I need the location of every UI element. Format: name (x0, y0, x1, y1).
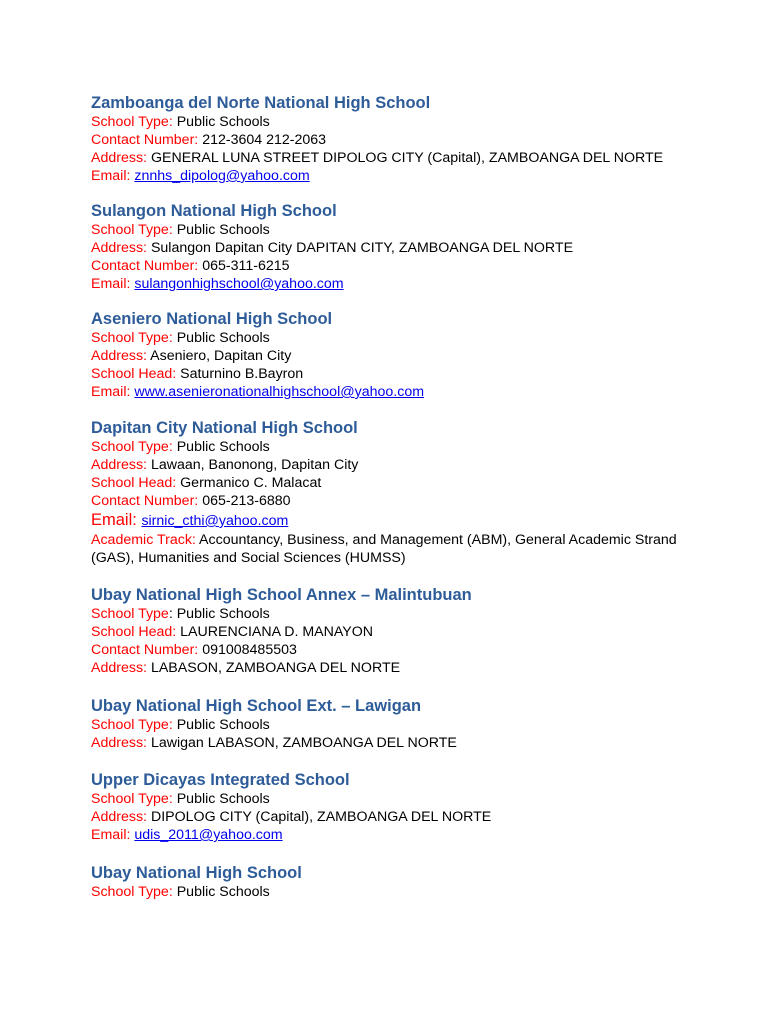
field-value: 212-3604 212-2063 (202, 132, 327, 148)
field-label: Contact Number: (91, 642, 199, 658)
school-entry (91, 201, 711, 293)
school-entry (91, 418, 711, 567)
email-link[interactable]: sirnic_cthi@yahoo.com (141, 513, 289, 529)
address-field (91, 456, 711, 474)
school-entry (91, 863, 711, 901)
field-label: Contact Number: (91, 132, 199, 148)
field-label: Email: (91, 384, 131, 400)
school-type-field (91, 329, 711, 347)
contact-number-field (91, 131, 711, 149)
field-value: Public Schools (176, 884, 270, 900)
field-label: School Type: (91, 717, 173, 733)
field-label: School Head: (91, 475, 177, 491)
email-link[interactable]: sulangonhighschool@yahoo.com (134, 276, 344, 292)
school-name: Aseniero National High School (91, 310, 333, 328)
field-label: Address: (91, 809, 147, 825)
field-value: : Public Schools (168, 606, 270, 622)
contact-number-field (91, 641, 711, 659)
school-head-field (91, 623, 711, 641)
field-label: School Type: (91, 222, 173, 238)
school-entry (91, 309, 711, 401)
school-name: Ubay National High School Annex – Malintubuan (91, 586, 472, 604)
field-value: Germanico C. Malacat (180, 475, 322, 491)
field-value: Public Schools (176, 222, 270, 238)
field-label: Contact Number: (91, 493, 199, 509)
field-label: Address: (91, 348, 147, 364)
address-field (91, 347, 711, 365)
field-value: Aseniero, Dapitan City (150, 348, 292, 364)
field-value: 065-311-6215 (202, 258, 290, 274)
field-value: Accountancy, Business, and Management (ABM), General Academic Strand (GAS), Humanities and Social Sciences (HUMSS) (91, 532, 677, 566)
school-type-field (91, 883, 711, 901)
field-label: Address: (91, 660, 147, 676)
field-label: School Type (91, 606, 169, 622)
address-field (91, 239, 711, 257)
school-type-field (91, 113, 711, 131)
address-field (91, 734, 711, 752)
email-field (91, 510, 711, 531)
email-field (91, 383, 711, 401)
email-field (91, 826, 711, 844)
school-name: Upper Dicayas Integrated School (91, 771, 350, 789)
school-head-field (91, 474, 711, 492)
address-field (91, 659, 711, 677)
field-label: Email: (91, 827, 131, 843)
field-value: 065-213-6880 (202, 493, 291, 509)
field-label: Address: (91, 240, 147, 256)
field-value: Public Schools (176, 439, 270, 455)
academic-track-field (91, 531, 711, 567)
field-value: Public Schools (176, 330, 270, 346)
school-type-field (91, 438, 711, 456)
field-label: Email: (91, 511, 137, 529)
field-label: Email: (91, 168, 131, 184)
field-value: Lawigan LABASON, ZAMBOANGA DEL NORTE (150, 735, 457, 751)
field-value: DIPOLOG CITY (Capital), ZAMBOANGA DEL NORTE (150, 809, 492, 825)
field-value: Saturnino B.Bayron (180, 366, 304, 382)
school-entry (91, 93, 711, 185)
field-label: School Type: (91, 114, 173, 130)
school-type-field (91, 716, 711, 734)
field-label: Academic Track: (91, 532, 196, 548)
email-link[interactable]: udis_2011@yahoo.com (134, 827, 283, 843)
field-label: Address: (91, 457, 147, 473)
field-label: School Head: (91, 624, 177, 640)
field-value: GENERAL LUNA STREET DIPOLOG CITY (Capital), ZAMBOANGA DEL NORTE (150, 150, 664, 166)
field-value: Public Schools (176, 114, 270, 130)
email-link[interactable]: znnhs_dipolog@yahoo.com (134, 168, 310, 184)
school-head-field (91, 365, 711, 383)
school-type-field (91, 605, 711, 623)
field-label: School Head: (91, 366, 177, 382)
school-name: Zamboanga del Norte National High School (91, 94, 431, 112)
school-type-field (91, 790, 711, 808)
school-type-field (91, 221, 711, 239)
email-field (91, 275, 711, 293)
contact-number-field (91, 257, 711, 275)
school-directory (91, 93, 711, 913)
email-field (91, 167, 711, 185)
field-value: Public Schools (176, 791, 270, 807)
school-entry (91, 696, 711, 752)
field-label: Address: (91, 735, 147, 751)
field-label: Email: (91, 276, 131, 292)
email-link[interactable]: www.asenieronationalhighschool@yahoo.com (134, 384, 425, 400)
field-label: School Type: (91, 884, 173, 900)
school-name: Sulangon National High School (91, 202, 337, 220)
contact-number-field (91, 492, 711, 510)
field-label: School Type: (91, 439, 173, 455)
field-value: Sulangon Dapitan City DAPITAN CITY, ZAMBOANGA DEL NORTE (150, 240, 574, 256)
field-label: Contact Number: (91, 258, 199, 274)
address-field (91, 808, 711, 826)
school-entry (91, 770, 711, 844)
field-value: LABASON, ZAMBOANGA DEL NORTE (150, 660, 401, 676)
field-value: Public Schools (176, 717, 270, 733)
field-value: LAURENCIANA D. MANAYON (180, 624, 374, 640)
field-label: Address: (91, 150, 147, 166)
address-field (91, 149, 711, 167)
field-label: School Type: (91, 791, 173, 807)
school-name: Dapitan City National High School (91, 419, 358, 437)
field-label: School Type: (91, 330, 173, 346)
school-name: Ubay National High School (91, 864, 302, 882)
school-entry (91, 585, 711, 677)
field-value: Lawaan, Banonong, Dapitan City (150, 457, 359, 473)
field-value: 091008485503 (202, 642, 297, 658)
school-name: Ubay National High School Ext. – Lawigan (91, 697, 422, 715)
